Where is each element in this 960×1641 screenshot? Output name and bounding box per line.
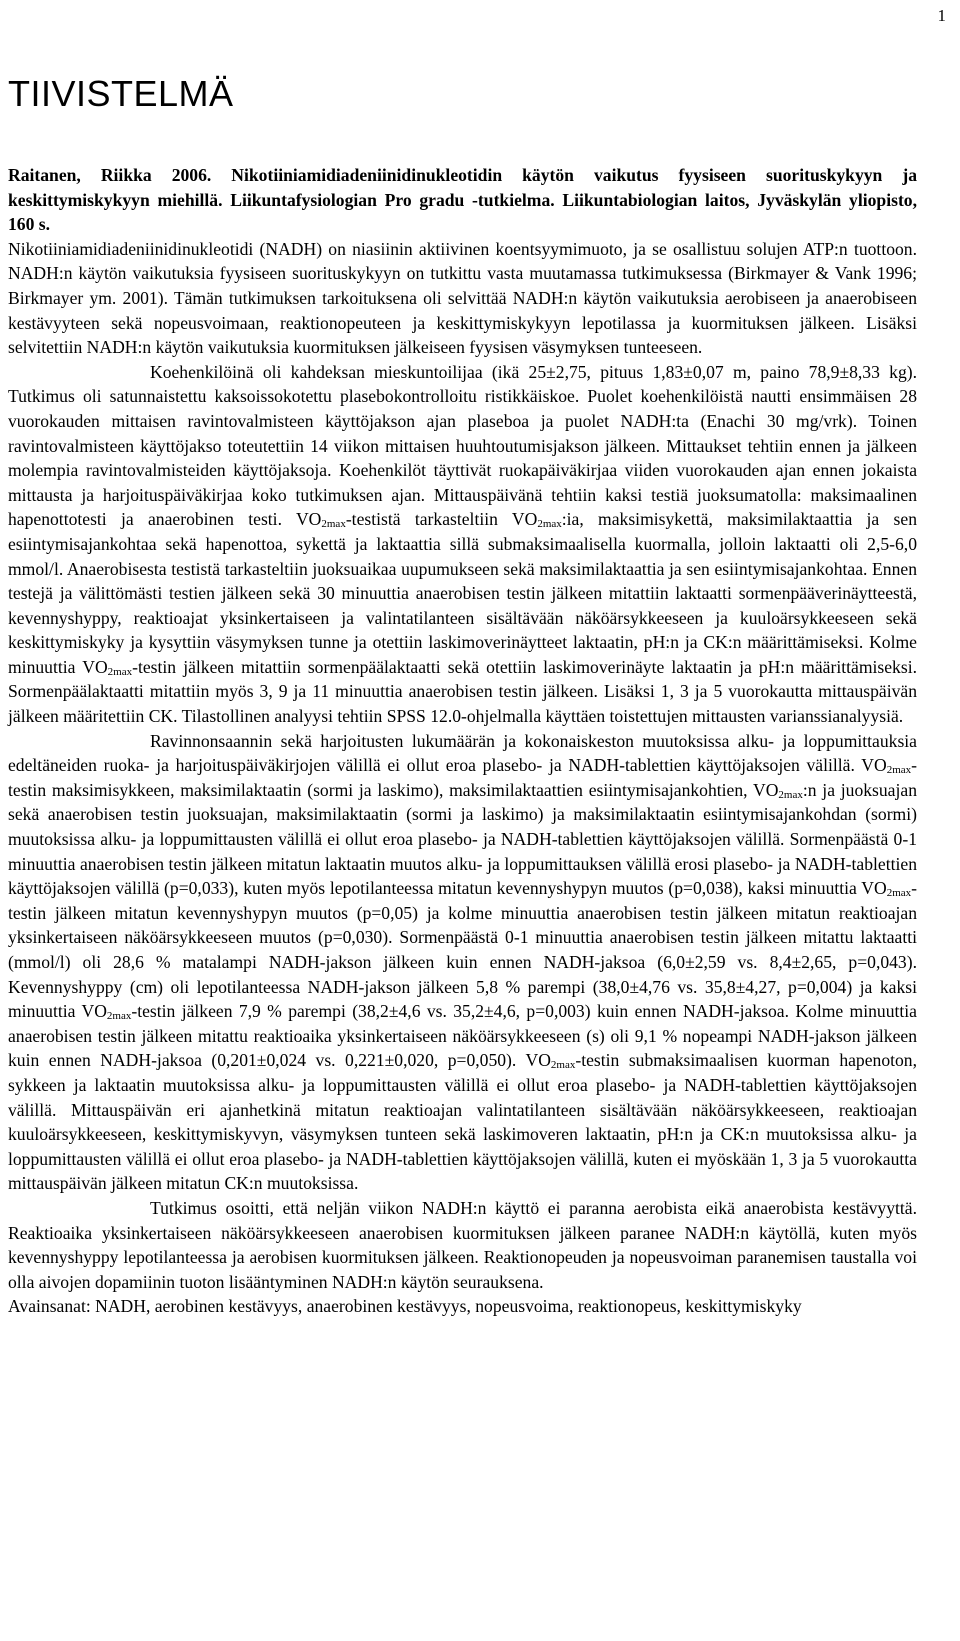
text-segment: :n ja juoksuajan sekä anaerobisen testin juoksuajan, maksimilaktaatin (sormi ja laskimo) ja maksimilaktaatin esiintymisajankohdan (sormi) muutoksissa alku- ja loppumittausten välillä ei ollut eroa plasebo- ja NADH-tablettien käyttöjaksojen välillä. Sormenpäästä 0-1 minuuttia anaerobisen testin jälkeen mitatun laktaatin muutos alku- ja loppumittauksen välillä erosi plasebo- ja NADH-tablettien käyttöjaksojen välillä (p=0,033), kuten myös lepotilanteessa mitatun kevennyshypyn muutos (p=0,038), kaksi minuuttia [8,779,917,899]
vo2-label: VO [511,509,538,530]
vo2-subscript: 2max [550,1059,576,1072]
vo2-label: VO [525,1050,551,1071]
text-segment: -testin submaksimaalisen kuorman hapenoton, sykkeen ja laktaatin muutoksissa alku- ja loppumittausten välillä ei ollut eroa plasebo- ja NADH-tablettien käyttöjaksojen välillä. Mittauspäivän eri ajanhetkinä mitatun reaktioajan valintatilanteen sisältävään näköärsykkeeseen, reaktioajan kuuloärsykkeeseen, keskittymiskyvyn, väsymyksen tunteen sekä laskimoveren laktaatin, pH:n ja CK:n muutoksissa alku- ja loppumittausten välillä ei ollut eroa plasebo- ja NADH-tablettien käyttöjaksojen välillä, kuten ei myöskään 1, 3 ja 5 vuorokautta mittauspäivän jälkeen mitatun CK:n muutoksissa. [8,1050,917,1194]
vo2-label: VO [861,755,887,776]
text-segment: -testin jälkeen mitatun kevennyshypyn muutos (p=0,05) ja kolme minuuttia anaerobisen testin jälkeen mitatun reaktioajan yksinkertaiseen näköärsykkeeseen muutos (p=0,030). Sormenpäästä 0-1 minuuttia anaerobisen testin jälkeen mitattu laktaatti (mmol/l) oli 28,6 % matalampi NADH-jakson jälkeen kuin ennen NADH-jaksoa (6,0±2,59 vs. 8,4±2,65, p=0,043). Kevennyshyppy (cm) oli lepotilanteessa NADH-jakson jälkeen 5,8 % parempi (38,0±4,76 vs. 35,8±4,27, p=0,004) ja kaksi minuuttia [8,878,917,1022]
vo2-subscript: 2max [321,518,346,531]
vo2-label: VO [295,509,322,530]
vo2-label: VO [752,779,779,800]
vo2-subscript: 2max [778,788,803,801]
page-title: TIIVISTELMÄ [8,73,234,114]
vo2-subscript: 2max [106,1010,132,1023]
vo2-subscript: 2max [537,518,562,531]
vo2-subscript: 2max [886,764,912,777]
abstract-body [8,163,917,1319]
vo2-label: VO [861,878,887,899]
vo2-subscript: 2max [107,665,133,678]
text-segment: :ia, maksimisykettä, maksimilaktaattia ja sen esiintymisajankohtaa sekä hapenottoa, sykettä ja laktaattia sillä submaksimaalisella kuormalla, jolloin laktaatti oli 2,5-6,0 mmol/l. Anaerobisesta testistä tarkasteltiin juoksuaikaa uupumukseen sekä maksimilaktaattia ja sen esiintymisajankohtaa. Ennen testejä ja välittömästi testien jälkeen sekä 30 minuuttia anaerobisen testin jälkeen mitattiin laktaatti sormenpääverinäytteestä, kevennyshyppy, reaktioajat yksinkertaiseen ja valintatilanteen sisältävään näköärsykkeeseen ja kuuloärsykkeeseen sekä keskittymiskyky ja kysyttiin väsymyksen tunne ja otettiin laskimoverinäytteet laktaatin, pH:n ja CK:n määrittämiseksi. Kolme minuuttia [8,509,917,677]
vo2-label: VO [82,656,108,677]
paragraph-results [8,729,917,1196]
text-segment: -testin jälkeen 7,9 % parempi (38,2±4,6 vs. 35,2±4,6, p=0,003) kuin ennen NADH-jaksoa. Kolme minuuttia anaerobisen testin jälkeen mitattu reaktioaika yksinkertaiseen näköärsykkeeseen (s) oli 9,1 % nopeampi NADH-jakson jälkeen kuin ennen NADH-jaksoa (0,201±0,024 vs. 0,221±0,020, p=0,050). [8,1001,917,1071]
paragraph-background: Nikotiiniamidiadeniinidinukleotidi (NADH) on niasiinin aktiivinen koentsyymimuoto, ja se osallistuu solujen ATP:n tuottoon. NADH:n käytön vaikutuksia fyysiseen suorituskykyyn on tutkittu vasta muutamassa tutkimuksessa (Birkmayer & Vank 1996; Birkmayer ym. 2001). Tämän tutkimuksen tarkoituksena oli selvittää NADH:n käytön vaikutuksia aerobiseen ja anaerobiseen kestävyyteen sekä nopeusvoimaan, reaktionopeuteen ja keskittymiskykyyn lepotilassa ja kuormituksen jälkeen. Lisäksi selvitettiin NADH:n käytön vaikutuksia kuormituksen jälkeiseen fyysisen väsymyksen tunteeseen. [8,238,917,358]
keywords: Avainsanat: NADH, aerobinen kestävyys, anaerobinen kestävyys, nopeusvoima, reaktionopeus, keskittymiskyky [8,1296,802,1317]
vo2-label: VO [81,1001,107,1022]
text-segment: -testistä tarkasteltiin [345,509,512,530]
paragraph-methods [8,360,917,729]
paragraph-conclusions: Tutkimus osoitti, että neljän viikon NADH:n käyttö ei paranna aerobista eikä anaerobista kestävyyttä. Reaktioaika yksinkertaiseen näköärsykkeeseen anaerobisen kuormituksen jälkeen paranee NADH:n käytöllä, kuten myös kevennyshyppy lepotilanteessa ja aerobisen kuormituksen jälkeen. Reaktionopeuden ja nopeusvoiman paranemisen taustalla voi olla aivojen dopamiinin tuoton lisääntyminen NADH:n käytön seurauksena. [8,1197,917,1292]
page-number: 1 [937,6,946,25]
text-segment: -testin maksimisykkeen, maksimilaktaatin (sormi ja laskimo), maksimilaktaattien esiintymisajankohtien, [8,755,917,800]
bibliographic-reference: Raitanen, Riikka 2006. Nikotiiniamidiadeniinidinukleotidin käytön vaikutus fyysiseen suorituskykyyn ja keskittymiskykyyn miehillä. Liikuntafysiologian Pro gradu -tutkielma. Liikuntabiologian laitos, Jyväskylän yliopisto, 160 s. [8,165,917,235]
vo2-subscript: 2max [886,887,912,900]
text-segment: -testin jälkeen mitattiin sormenpäälaktaatti sekä otettiin laskimoverinäyte laktaatin ja pH:n määrittämiseksi. Sormenpäälaktaatti mitattiin myös 3, 9 ja 11 minuuttia anaerobisen testin jälkeen. Lisäksi 1, 3 ja 5 vuorokautta mittauspäivän jälkeen määritettiin CK. Tilastollinen analyysi tehtiin SPSS 12.0-ohjelmalla käyttäen toistettujen mittausten varianssianalyysiä. [8,656,917,727]
text-segment: Koehenkilöinä oli kahdeksan mieskuntoilijaa (ikä 25±2,75, pituus 1,83±0,07 m, paino 78,9±8,33 kg). Tutkimus oli satunnaistettu kaksoissokotettu plasebokontrolloitu ristikkäiskoe. Puolet koehenkilöistä nautti ensimmäisen 28 vuorokauden mittaisen ravintovalmisteen käyttöjakson ajan plaseboa ja puolet NADH:ta (Enachi 30 mg/vrk). Toinen ravintovalmisteen käyttöjakso toteutettiin 14 viikon mittaisen huuhtoutumisjakson jälkeen. Mittaukset tehtiin ennen ja jälkeen molempia ravintovalmisteiden käyttöjaksoja. Koehenkilöt täyttivät ruokapäiväkirjaa viiden vuorokauden ajan ennen jokaista mittausta ja harjoituspäiväkirjaa koko tutkimuksen ajan. Mittauspäivänä tehtiin kaksi testiä juoksumatolla: maksimaalinen hapenottotesti ja anaerobinen testi. [8,361,917,530]
text-segment: Ravinnonsaannin sekä harjoitusten lukumäärän ja kokonaiskeston muutoksissa alku- ja loppumittauksia edeltäneiden ruoka- ja harjoituspäiväkirjojen välillä ei ollut eroa plasebo- ja NADH-tablettien käyttöjaksojen välillä. [8,730,917,776]
